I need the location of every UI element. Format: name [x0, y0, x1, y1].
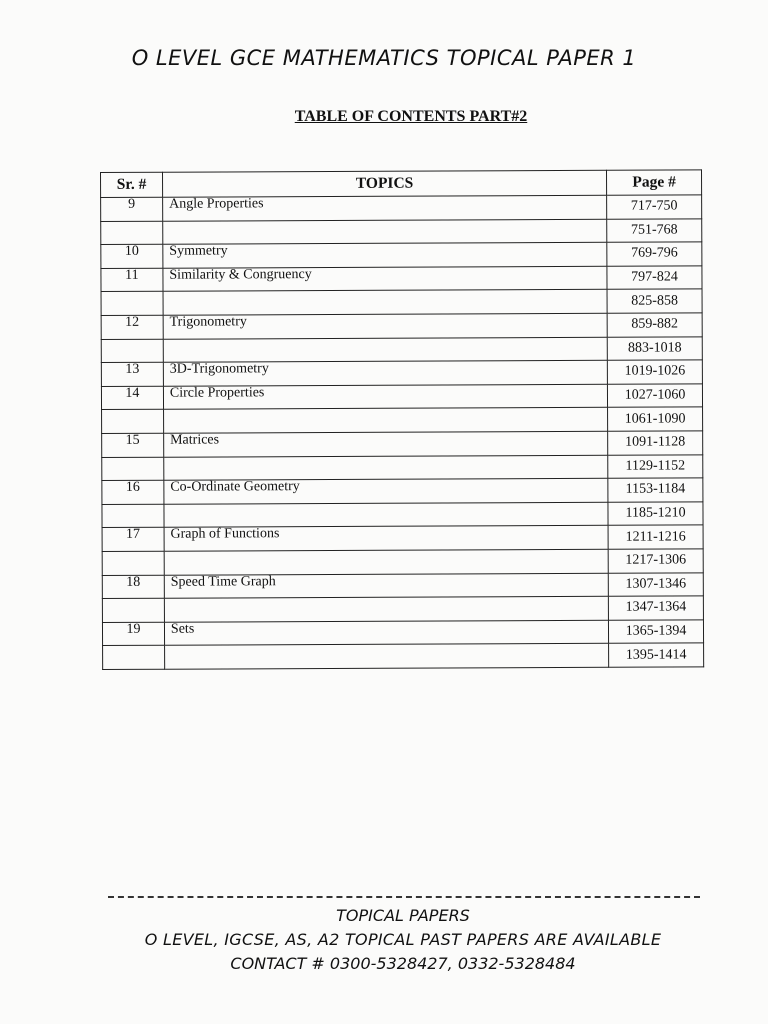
column-header-sr: Sr. #	[101, 172, 163, 197]
topic-cell: Symmetry	[163, 242, 607, 268]
page-range-cell: 769-796	[607, 242, 702, 266]
page-range-cell: 1019-1026	[607, 360, 702, 384]
sr-cell	[102, 457, 164, 481]
footer-divider	[108, 896, 700, 898]
sr-cell: 17	[102, 528, 164, 552]
footer-line-2: O LEVEL, IGCSE, AS, A2 TOPICAL PAST PAPERS ARE AVAILABLE	[144, 930, 662, 949]
page-title: O LEVEL GCE MATHEMATICS TOPICAL PAPER 1	[131, 46, 637, 70]
table-row	[101, 360, 702, 386]
page-range-cell: 1129-1152	[608, 454, 703, 478]
page-range-cell: 1091-1128	[608, 431, 703, 455]
column-header-topics: TOPICS	[162, 170, 606, 197]
topic-cell	[163, 337, 607, 363]
sr-cell	[102, 410, 164, 434]
page-range-cell: 883-1018	[607, 336, 702, 360]
table-row	[102, 549, 703, 575]
sr-cell: 10	[101, 244, 163, 268]
sr-cell	[103, 646, 165, 670]
page-range-cell: 1211-1216	[608, 525, 703, 549]
page-range-cell: 1395-1414	[609, 643, 704, 667]
sr-cell	[101, 339, 163, 363]
sr-cell: 13	[101, 362, 163, 386]
topic-cell: 3D-Trigonometry	[163, 360, 607, 386]
table-row	[102, 572, 703, 598]
page-range-cell: 1027-1060	[608, 384, 703, 408]
table-row	[102, 525, 703, 551]
table-row	[101, 384, 702, 410]
footer-contact: CONTACT # 0300-5328427, 0332-5328484	[230, 954, 576, 973]
table-header-row	[101, 170, 702, 198]
footer-line-1: TOPICAL PAPERS	[336, 906, 470, 925]
topic-cell	[164, 502, 608, 528]
table-row	[102, 620, 703, 646]
topic-cell: Speed Time Graph	[164, 573, 608, 599]
topic-cell: Co-Ordinate Geometry	[164, 478, 608, 504]
topic-cell	[163, 290, 607, 316]
topic-cell: Trigonometry	[163, 313, 607, 339]
table-row	[101, 242, 702, 268]
page-range-cell: 1365-1394	[609, 620, 704, 644]
table-row	[102, 431, 703, 457]
table-row	[102, 407, 703, 433]
topic-cell	[163, 219, 607, 245]
sr-cell	[102, 551, 164, 575]
topic-cell: Graph of Functions	[164, 526, 608, 552]
sr-cell	[101, 221, 163, 245]
page-range-cell: 751-768	[607, 218, 702, 242]
sr-cell: 9	[101, 197, 163, 221]
table-row	[102, 596, 703, 622]
topic-cell: Matrices	[164, 431, 608, 457]
sr-cell: 19	[102, 622, 164, 646]
contents-table	[100, 169, 704, 669]
topic-cell: Circle Properties	[163, 384, 607, 410]
page-range-cell: 797-824	[607, 266, 702, 290]
sr-cell: 12	[101, 315, 163, 339]
topic-cell: Similarity & Congruency	[163, 266, 607, 292]
page-range-cell: 1347-1364	[608, 596, 703, 620]
sr-cell	[101, 292, 163, 316]
sr-cell: 15	[102, 433, 164, 457]
table-body	[101, 195, 704, 669]
page-range-cell: 717-750	[607, 195, 702, 219]
table-row	[102, 502, 703, 528]
table-row	[101, 218, 702, 244]
topic-cell	[164, 455, 608, 481]
page-range-cell: 1307-1346	[608, 572, 703, 596]
topic-cell	[164, 596, 608, 622]
table-of-contents-heading: TABLE OF CONTENTS PART#2	[294, 108, 528, 125]
table-row	[102, 478, 703, 504]
page-range-cell: 825-858	[607, 289, 702, 313]
topic-cell	[164, 644, 608, 670]
sr-cell: 11	[101, 268, 163, 292]
table-row	[101, 336, 702, 362]
page-range-cell: 1153-1184	[608, 478, 703, 502]
sr-cell: 18	[102, 575, 164, 599]
table-row	[103, 643, 704, 669]
sr-cell	[102, 504, 164, 528]
topic-cell	[163, 408, 607, 434]
column-header-page: Page #	[607, 170, 702, 195]
table-row	[101, 313, 702, 339]
topic-cell: Angle Properties	[163, 195, 607, 221]
page-range-cell: 1061-1090	[608, 407, 703, 431]
page-range-cell: 859-882	[607, 313, 702, 337]
topic-cell: Sets	[164, 620, 608, 646]
table-row	[101, 266, 702, 292]
page-range-cell: 1185-1210	[608, 502, 703, 526]
sr-cell: 16	[102, 480, 164, 504]
sr-cell	[102, 598, 164, 622]
sr-cell: 14	[101, 386, 163, 410]
table-row	[101, 195, 702, 221]
page-range-cell: 1217-1306	[608, 549, 703, 573]
table-row	[101, 289, 702, 315]
table-row	[102, 454, 703, 480]
topic-cell	[164, 549, 608, 575]
